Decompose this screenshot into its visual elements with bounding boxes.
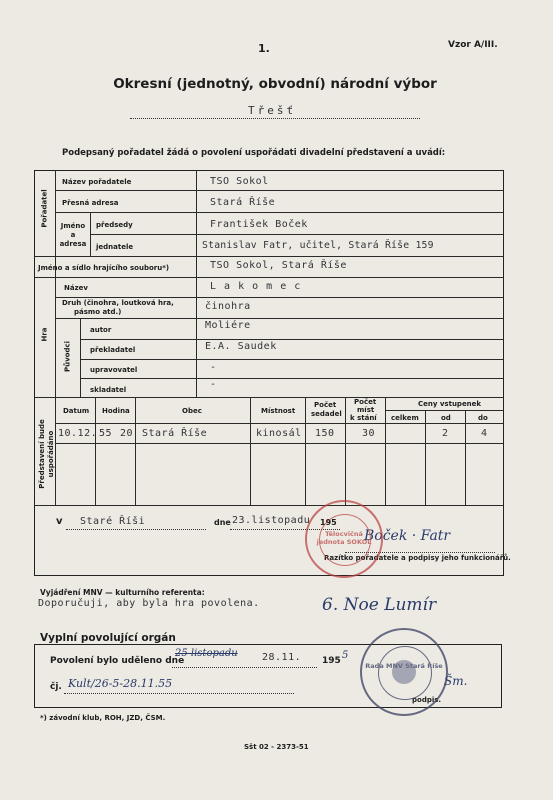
kind-label-line1: Druh (činohra, loutková hra,	[62, 299, 174, 307]
row-from: 2	[442, 428, 449, 439]
sokol-stamp-text: Tělocvičná jednota SOKOL	[316, 530, 372, 546]
mnv-label: Vyjádření MNV — kulturního referenta:	[40, 588, 205, 597]
ensemble-value: TSO Sokol, Stará Říše	[210, 260, 347, 271]
col-venue: Místnost	[261, 407, 296, 415]
play-section-label: Hra	[40, 327, 49, 342]
col-seats-1: Počet	[314, 401, 337, 409]
footnote: *) závodní klub, ROH, JZD, ČSM.	[40, 714, 166, 722]
mnv-stamp-text: Rada MNV Stará Říše	[365, 662, 443, 670]
composer-value: -	[210, 379, 217, 390]
adapter-label: upravovatel	[90, 366, 138, 374]
col-standing-2: míst	[357, 406, 375, 414]
organizer-name-label: Název pořadatele	[62, 178, 132, 186]
organizer-name-value: TSO Sokol	[210, 176, 269, 187]
form-code: Vzor A/III.	[448, 40, 498, 50]
col-town: Obec	[182, 407, 202, 415]
form-title: Okresní (jednotný, obvodní) národní výbor	[113, 76, 437, 92]
col-from: od	[441, 414, 451, 422]
row-year: 55	[99, 428, 113, 439]
mnv-stamp	[360, 628, 448, 716]
play-name-label: Název	[64, 284, 88, 292]
col-standing-3: k stání	[350, 414, 377, 422]
intro-text: Podepsaný pořadatel žádá o povolení uspořádati divadelní představení a uvádí:	[62, 148, 446, 158]
author-value: Moliére	[205, 320, 251, 331]
translator-value: E.A. Saudek	[205, 341, 277, 352]
organizer-address-label: Přesná adresa	[62, 199, 119, 207]
origin-label: Původci	[63, 340, 72, 373]
form-number: 1.	[258, 42, 270, 55]
col-date: Datum	[63, 407, 90, 415]
secretary-label: jednatele	[96, 243, 134, 251]
play-name-value: L a k o m e c	[210, 281, 302, 292]
sokol-stamp	[305, 500, 383, 578]
mnv-text: Doporučuji, aby byla hra povolena.	[38, 598, 260, 609]
kind-label-line2: pásmo atd.)	[74, 308, 122, 316]
row-standing: 30	[362, 428, 376, 439]
granted-year: 195	[322, 656, 341, 666]
stamp-note: Razítko pořadatele a podpisy jeho funkcionářů.	[324, 554, 511, 562]
ensemble-label: Jméno a sídlo hrajícího souboru*)	[38, 264, 170, 272]
name-address-label: Jméno a adresa	[59, 222, 87, 248]
translator-label: překladatel	[90, 346, 136, 354]
place-value: Staré Říši	[80, 516, 146, 527]
col-standing-1: Počet	[354, 398, 377, 406]
district-line	[130, 118, 420, 119]
organizer-section-label: Pořadatel	[40, 189, 49, 228]
ref-value: Kult/26-5-28.11.55	[68, 677, 173, 690]
adapter-value: -	[210, 362, 217, 373]
col-hour: Hodina	[102, 407, 130, 415]
row-to: 4	[481, 428, 488, 439]
organizer-signature: Boček · Fatr	[364, 528, 451, 544]
ref-label: čj.	[50, 682, 62, 692]
organizer-address-value: Stará Říše	[210, 197, 276, 208]
composer-label: skladatel	[90, 386, 127, 394]
print-code: Sšt 02 - 2373-51	[244, 743, 309, 751]
district-name: Třešť	[248, 104, 297, 117]
performance-section-label: Představení bude uspořádáno	[38, 419, 55, 489]
granted-label: Povolení bylo uděleno dne	[50, 656, 185, 666]
col-seats-2: sedadel	[311, 410, 342, 418]
granted-year-digit: 5	[342, 650, 349, 661]
col-to: do	[478, 414, 488, 422]
kind-value: činohra	[205, 301, 251, 312]
authority-title: Vyplní povolující orgán	[40, 632, 176, 644]
v-label: v	[56, 516, 63, 527]
row-date: 10.12.	[58, 428, 98, 439]
row-venue: kinosál	[256, 428, 302, 439]
dne-label: dne	[214, 518, 231, 527]
row-seats: 150	[315, 428, 335, 439]
row-hour: 20	[120, 428, 134, 439]
row-town: Stará Říše	[142, 428, 208, 439]
mnv-signature: 6. Noe Lumír	[322, 595, 437, 615]
author-label: autor	[90, 326, 112, 334]
granted-struck: 25 listopadu	[175, 648, 238, 659]
chair-value: František Boček	[210, 219, 308, 230]
year-value: 195	[320, 518, 337, 527]
granted-value: 28.11.	[262, 652, 302, 663]
chair-label: předsedy	[96, 221, 133, 229]
secretary-value: Stanislav Fatr, učitel, Stará Říše 159	[202, 240, 434, 251]
date-value: 23.listopadu	[232, 515, 311, 526]
signature-label: podpis.	[412, 696, 442, 704]
col-prices: Ceny vstupenek	[418, 400, 482, 408]
col-total: celkem	[391, 414, 419, 422]
authority-signature: Šm.	[444, 674, 468, 688]
